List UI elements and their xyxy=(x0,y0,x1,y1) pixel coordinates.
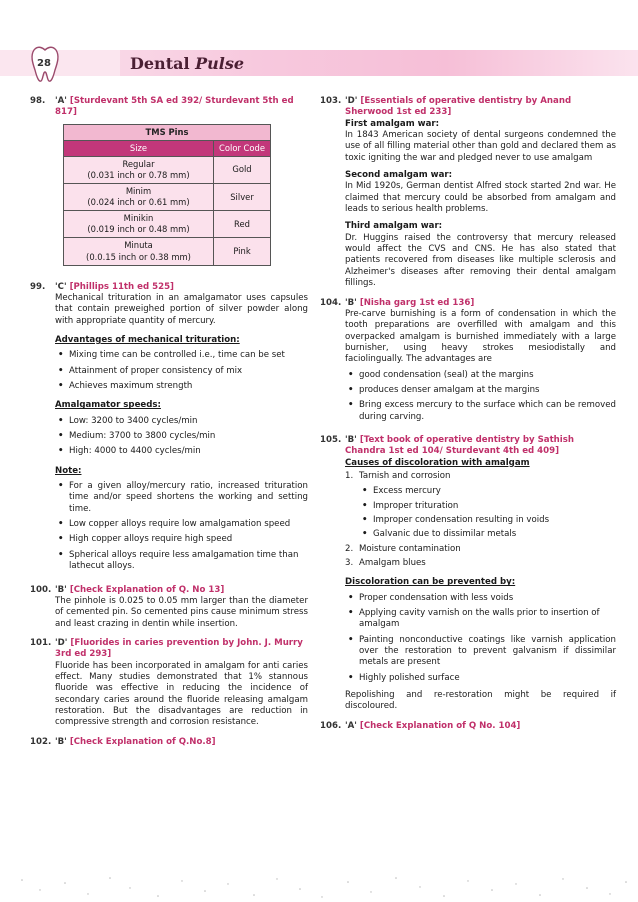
right-column xyxy=(320,96,616,740)
question-99 xyxy=(30,282,308,577)
section-heading: Advantages of mechanical trituration: xyxy=(55,335,240,345)
question-100 xyxy=(30,585,308,630)
list-item: 1. Tarnish and corrosion • Excess mercury • Improper trituration • Improper condensation resulting in voids • Galvanic due to dissimilar metals xyxy=(345,471,616,541)
question-103 xyxy=(320,96,616,290)
title-part2: Pulse xyxy=(195,54,245,73)
paragraph: Fluoride has been incorporated in amalgam for anti caries effect. Many studies demonstrated that 1% stannous fluoride was effective in reducing the incidence of secondary caries around the fluoride releasing amalgam restoration. But the disadvantages are reduction in compressive strength and corrosion resistance. xyxy=(55,660,308,728)
list-item: • Painting nonconductive coatings like varnish application over the restoration to prevent galvanism if dissimilar metals are present xyxy=(345,635,616,669)
question-104 xyxy=(320,298,616,427)
section-heading: Amalgamator speeds: xyxy=(55,400,161,411)
list-item: • Applying cavity varnish on the walls prior to insertion of amalgam xyxy=(345,608,616,631)
paragraph: Mechanical trituration in an amalgamator uses capsules that contain preweighed portion of silver powder along with appropriate quantity of mercury. xyxy=(55,292,308,326)
question-number: 98. xyxy=(30,96,46,106)
list-item: • Achieves maximum strength xyxy=(55,381,308,392)
list-item: • Attainment of proper consistency of mix xyxy=(55,366,308,377)
question-98 xyxy=(30,96,308,274)
section-heading: Causes of discoloration with amalgam xyxy=(345,457,530,468)
numbered-list xyxy=(345,471,616,569)
paragraph: Dr. Huggins raised the controversy that mercury released would affect the CVS and CNS. He has also stated that patients recovered from diseases like multiple sclerosis and Alzheimer's diseases after removing their dental amalgam fillings. xyxy=(345,232,616,289)
list-item: • High copper alloys require high speed xyxy=(55,534,308,545)
list-item: • Spherical alloys require less amalgamation time than lathecut alloys. xyxy=(55,550,308,573)
bullet-list xyxy=(55,481,308,572)
tms-pins-table xyxy=(63,124,271,266)
page-title xyxy=(130,52,256,74)
list-item: • Galvanic due to dissimilar metals xyxy=(359,529,616,540)
list-item: • Bring excess mercury to the surface which can be removed during carving. xyxy=(345,400,616,423)
footer-decoration xyxy=(0,872,638,902)
bullet-list xyxy=(55,350,308,392)
bullet-list xyxy=(345,370,616,423)
question-105 xyxy=(320,435,616,713)
answer-reference: 'A' [Check Explanation of Q No. 104] xyxy=(345,720,521,731)
answer-reference: 'B' [Nisha garg 1st ed 136] xyxy=(345,297,475,308)
list-item: • Proper condensation with less voids xyxy=(345,593,616,604)
paragraph: The pinhole is 0.025 to 0.05 mm larger than the diameter of cemented pin. So cemented pins cause minimum stress and least crazing in dentin while insertion. xyxy=(55,595,308,629)
list-item: • Improper trituration xyxy=(359,501,616,512)
list-item: 2. Moisture contamination xyxy=(345,543,461,554)
section-heading: Second amalgam war: xyxy=(345,170,453,181)
col-size-header: Size xyxy=(64,140,214,156)
answer-reference: 'B' [Check Explanation of Q. No 13] xyxy=(55,584,225,595)
question-number: 104. xyxy=(320,297,342,308)
table-row: Minikin (0.019 inch or 0.48 mm) Red xyxy=(64,211,271,238)
page-number: 28 xyxy=(37,58,51,69)
section-heading: Discoloration can be prevented by: xyxy=(345,577,516,588)
left-column xyxy=(30,96,308,756)
list-item: 3. Amalgam blues xyxy=(345,558,426,569)
answer-reference: 'D' [Fluorides in caries prevention by John. J. Murry 3rd ed 293] xyxy=(55,637,303,660)
section-heading: Note: xyxy=(55,465,82,476)
table-row: Minim (0.024 inch or 0.61 mm) Silver xyxy=(64,184,271,211)
section-heading: Third amalgam war: xyxy=(345,221,443,232)
paragraph: In Mid 1920s, German dentist Alfred stock started 2nd war. He claimed that mercury could be absorbed from amalgam and leads to serious health problems. xyxy=(345,181,616,215)
bullet-list xyxy=(55,416,308,458)
table-caption: TMS Pins xyxy=(64,124,271,140)
list-item: • Mixing time can be controlled i.e., time can be set xyxy=(55,350,308,361)
list-item: • For a given alloy/mercury ratio, increased trituration time and/or speed shortens the working and setting time. xyxy=(55,481,308,515)
answer-reference: 'D' [Essentials of operative dentistry by Anand Sherwood 1st ed 233] xyxy=(345,96,572,118)
col-color-header: Color Code xyxy=(214,140,271,156)
title-part1: Dental xyxy=(130,54,190,73)
question-number: 102. xyxy=(30,736,52,747)
list-item: • produces denser amalgam at the margins xyxy=(345,385,616,396)
answer-reference: 'B' [Check Explanation of Q.No.8] xyxy=(55,736,216,747)
question-106 xyxy=(320,721,616,732)
list-item: • Low copper alloys require low amalgamation speed xyxy=(55,519,308,530)
table-row: Minuta (0.0.15 inch or 0.38 mm) Pink xyxy=(64,238,271,265)
question-101 xyxy=(30,638,308,729)
bullet-list xyxy=(359,486,616,540)
answer-reference: 'C' [Phillips 11th ed 525] xyxy=(55,281,174,292)
answer-reference: 'A' [Sturdevant 5th SA ed 392/ Sturdevant 5th ed 817] xyxy=(55,96,294,118)
table-row: Regular (0.031 inch or 0.78 mm) Gold xyxy=(64,156,271,183)
list-item: • Highly polished surface xyxy=(345,673,616,684)
question-number: 101. xyxy=(30,637,52,648)
question-number: 106. xyxy=(320,720,342,731)
paragraph: In 1843 American society of dental surgeons condemned the use of all filling material other than gold and declared them as toxic igniting the war and pledged never to use amalgam xyxy=(345,130,616,163)
list-item: • Medium: 3700 to 3800 cycles/min xyxy=(55,431,308,442)
list-item: • Excess mercury xyxy=(359,486,616,497)
question-number: 105. xyxy=(320,434,342,445)
list-item: • Low: 3200 to 3400 cycles/min xyxy=(55,416,308,427)
question-102 xyxy=(30,737,308,748)
paragraph: Repolishing and re-restoration might be required if discoloured. xyxy=(345,690,616,712)
question-number: 99. xyxy=(30,281,46,292)
list-item: • good condensation (seal) at the margins xyxy=(345,370,616,381)
answer-reference: 'B' [Text book of operative dentistry by Sathish Chandra 1st ed 104/ Sturdevant 4th ed 409] xyxy=(345,434,574,457)
bullet-list xyxy=(345,593,616,684)
paragraph: Pre-carve burnishing is a form of condensation in which the tooth preparations are overfilled with amalgam and this overpacked amalgam is burnished immediately with a large burnisher, using heavy strokes mesiodistally and faciolingually. The advantages are xyxy=(345,308,616,365)
question-number: 103. xyxy=(320,96,342,106)
section-heading: First amalgam war: xyxy=(345,118,440,129)
question-number: 100. xyxy=(30,584,52,595)
list-item: • Improper condensation resulting in voids xyxy=(359,515,616,526)
list-item: • High: 4000 to 4400 cycles/min xyxy=(55,446,308,457)
